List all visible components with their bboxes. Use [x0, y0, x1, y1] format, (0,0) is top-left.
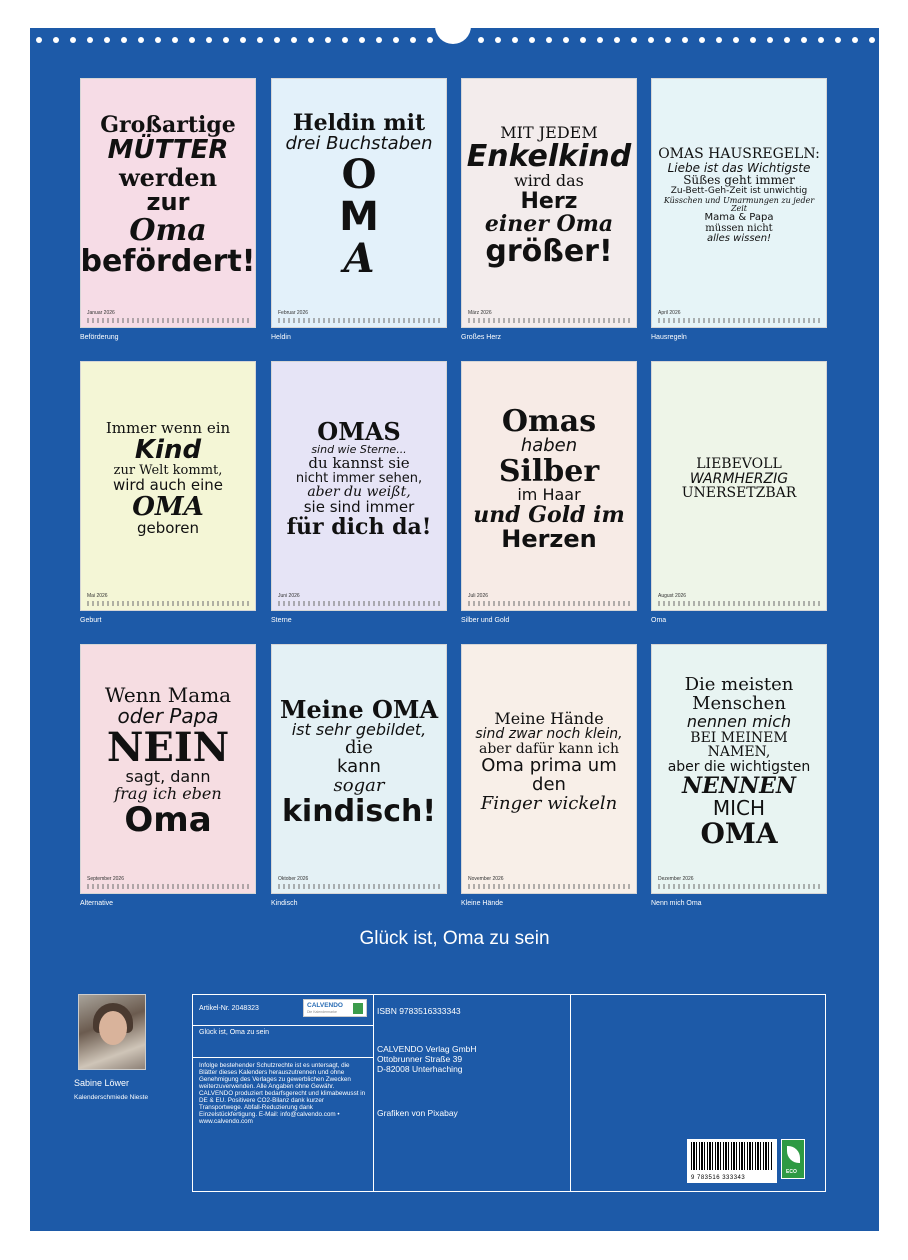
binding-hole	[138, 37, 144, 43]
binding-hole	[546, 37, 552, 43]
artwork-text: nennen mich	[686, 711, 792, 731]
binding-hole	[852, 37, 858, 43]
binding-hole	[614, 37, 620, 43]
artwork-text: haben	[520, 435, 578, 457]
binding-hole	[512, 37, 518, 43]
month-artwork	[468, 651, 630, 873]
publisher-name: CALVENDO Verlag GmbH	[377, 1044, 477, 1054]
binding-hole	[342, 37, 348, 43]
day-grid	[278, 601, 440, 606]
month-calendar-strip	[656, 310, 822, 324]
binding-hole	[291, 37, 297, 43]
binding-hole	[631, 37, 637, 43]
artwork-text: Oma	[124, 799, 212, 840]
month-calendar-strip	[656, 876, 822, 890]
month-caption: Hausregeln	[651, 334, 687, 341]
calvendo-logo	[303, 999, 367, 1017]
artwork-text: oder Papa	[117, 704, 219, 729]
binding-hole	[308, 37, 314, 43]
binding-hole	[597, 37, 603, 43]
artwork-text: aber die wichtigsten	[667, 758, 811, 775]
binding-hole	[682, 37, 688, 43]
artwork-text: Meine OMA	[279, 694, 439, 724]
binding-hole	[410, 37, 416, 43]
binding-hole	[121, 37, 127, 43]
binding-hole	[427, 37, 433, 43]
publisher-city: D-82008 Unterhaching	[377, 1064, 463, 1074]
day-grid	[278, 884, 440, 889]
artwork-text: OMAS HAUSREGELN:	[658, 146, 820, 163]
artwork-text: wird das	[514, 170, 584, 190]
month-artwork	[278, 651, 440, 873]
calendar-title: Glück ist, Oma zu sein	[359, 928, 550, 949]
artwork-text: Silber	[498, 453, 600, 489]
artwork-text: LIEBEVOLL	[696, 455, 782, 472]
month-caption: Heldin	[271, 334, 291, 341]
artwork-text: kann	[337, 755, 381, 777]
month-calendar-strip	[85, 593, 251, 607]
month-label: Juli 2026	[468, 593, 489, 599]
month-label: August 2026	[658, 593, 687, 599]
eco-label: ECO	[786, 1169, 797, 1175]
binding-hole	[648, 37, 654, 43]
day-grid	[87, 601, 249, 606]
month-label: März 2026	[468, 310, 492, 316]
month-artwork	[278, 368, 440, 590]
artwork-text: sogar	[333, 774, 385, 796]
month-thumbnail	[461, 78, 637, 328]
artwork-text: Küsschen und Umarmungen zu jeder Zeit	[663, 195, 815, 213]
artwork-text: BEI MEINEM NAMEN,	[690, 729, 788, 761]
binding-hole	[699, 37, 705, 43]
image-credits: Grafiken von Pixabay	[377, 1108, 458, 1118]
isbn-barcode	[687, 1139, 777, 1183]
binding-hole	[376, 37, 382, 43]
month-calendar-strip	[656, 593, 822, 607]
month-caption: Kindisch	[271, 900, 298, 907]
month-thumbnail	[271, 78, 447, 328]
artwork-text: zur Welt kommt,	[113, 463, 223, 479]
month-thumbnail	[271, 644, 447, 894]
eco-badge	[781, 1139, 805, 1179]
month-label: Dezember 2026	[658, 876, 694, 882]
artwork-text: Herzen	[501, 525, 597, 554]
artwork-text: im Haar	[517, 485, 581, 505]
month-label: Januar 2026	[87, 310, 115, 316]
artwork-text: Großartige	[100, 112, 236, 139]
binding-hole	[529, 37, 535, 43]
month-thumbnail	[461, 644, 637, 894]
month-artwork	[658, 651, 820, 873]
binding-hole	[70, 37, 76, 43]
artwork-text: ist sehr gebildet,	[291, 720, 427, 740]
leaf-icon	[787, 1146, 800, 1163]
artwork-text: M	[339, 193, 379, 240]
month-caption: Nenn mich Oma	[651, 900, 702, 907]
divider	[193, 1025, 373, 1026]
binding-hole	[36, 37, 42, 43]
divider	[373, 995, 374, 1191]
calvendo-logo-sub: Die Kalendermarke	[307, 1010, 337, 1014]
artwork-text: MIT JEDEM	[500, 122, 598, 142]
month-thumbnail	[80, 644, 256, 894]
day-grid	[658, 318, 820, 323]
day-grid	[658, 601, 820, 606]
artwork-text: kindisch!	[281, 793, 437, 829]
artwork-text: OMA	[700, 816, 778, 850]
calendar-hanger	[435, 22, 471, 44]
artwork-text: Kind	[134, 435, 202, 465]
artwork-text: MÜTTER	[107, 135, 229, 166]
artwork-text: du kannst sie	[308, 453, 410, 472]
month-artwork	[80, 85, 256, 307]
artwork-text: sie sind immer	[303, 497, 415, 516]
calendar-back-page	[30, 28, 879, 1231]
artwork-text: NEIN	[106, 724, 230, 772]
artwork-text: wird auch eine	[113, 475, 223, 494]
binding-hole	[325, 37, 331, 43]
binding-hole	[53, 37, 59, 43]
binding-hole	[359, 37, 365, 43]
day-grid	[278, 318, 440, 323]
artwork-text: einer Oma	[484, 210, 614, 237]
month-thumbnail	[461, 361, 637, 611]
artwork-text: Zu-Bett-Geh-Zeit ist unwichtig	[670, 186, 808, 197]
artwork-text: UNERSETZBAR	[681, 485, 797, 502]
author-photo-face	[99, 1011, 127, 1045]
artwork-text: befördert!	[80, 244, 256, 280]
month-thumbnail	[271, 361, 447, 611]
binding-hole	[393, 37, 399, 43]
month-calendar-strip	[466, 876, 632, 890]
binding-hole	[716, 37, 722, 43]
binding-hole	[478, 37, 484, 43]
month-caption: Sterne	[271, 617, 292, 624]
binding-hole	[835, 37, 841, 43]
barcode-bars	[691, 1142, 773, 1170]
barcode-number: 9 783516 333343	[691, 1175, 746, 1181]
artwork-text: sind zwar noch klein,	[475, 726, 623, 743]
artwork-text: Finger wickeln	[480, 792, 618, 814]
artwork-text: müssen nicht	[705, 222, 773, 234]
month-label: November 2026	[468, 876, 504, 882]
binding-hole	[580, 37, 586, 43]
month-label: April 2026	[658, 310, 681, 316]
artwork-text: Süßes geht immer	[683, 173, 795, 188]
month-artwork	[658, 368, 820, 590]
binding-hole	[801, 37, 807, 43]
month-calendar-strip	[276, 310, 442, 324]
month-label: Juni 2026	[278, 593, 300, 599]
month-caption: Kleine Hände	[461, 900, 504, 907]
binding-hole	[155, 37, 161, 43]
month-artwork	[468, 85, 630, 307]
day-grid	[468, 318, 630, 323]
month-artwork	[278, 85, 440, 307]
artwork-text: O	[341, 150, 377, 198]
artwork-text: alles wissen!	[706, 233, 772, 245]
month-thumbnail	[651, 644, 827, 894]
artwork-text: Die meisten Menschen	[684, 673, 794, 714]
artwork-text: Oma prima um den	[481, 754, 617, 795]
binding-hole	[240, 37, 246, 43]
author-name: Sabine Löwer	[74, 1078, 130, 1088]
author-subtitle: Kalenderschmiede Nieste	[74, 1094, 149, 1101]
artwork-text: werden	[118, 162, 218, 192]
divider	[570, 995, 571, 1191]
artwork-text: frag ich eben	[114, 784, 222, 804]
artwork-text: Liebe ist das Wichtigste	[667, 160, 811, 175]
artwork-text: Enkelkind	[466, 139, 632, 175]
calvendo-logo-text: CALVENDO	[307, 1002, 343, 1009]
artwork-text: Herz	[520, 188, 578, 214]
month-caption: Geburt	[80, 617, 102, 624]
article-number: Artikel-Nr. 2048323	[199, 1005, 259, 1012]
month-artwork	[468, 368, 630, 590]
month-caption: Oma	[651, 617, 667, 624]
artwork-text: WARMHERZIG	[689, 470, 789, 487]
artwork-text: MICH	[712, 795, 766, 820]
binding-hole	[189, 37, 195, 43]
artwork-text: NENNEN	[682, 772, 796, 799]
artwork-text: drei Buchstaben	[285, 133, 433, 155]
author-photo	[78, 994, 146, 1070]
publisher-street: Ottobrunner Straße 39	[377, 1054, 463, 1064]
month-label: September 2026	[87, 876, 124, 882]
artwork-text: Oma	[129, 212, 207, 248]
publisher-info-box	[192, 994, 826, 1192]
artwork-text: OMA	[132, 491, 204, 522]
month-calendar-strip	[276, 593, 442, 607]
month-thumbnail	[651, 78, 827, 328]
binding-hole	[750, 37, 756, 43]
binding-hole	[563, 37, 569, 43]
month-caption: Beförderung	[80, 334, 119, 341]
isbn: ISBN 9783516333343	[377, 1006, 461, 1016]
binding-hole	[257, 37, 263, 43]
month-artwork	[658, 85, 820, 307]
artwork-text: A	[343, 234, 375, 282]
artwork-text: nicht immer sehen,	[295, 470, 423, 486]
month-label: Mai 2026	[87, 593, 108, 599]
artwork-text: sagt, dann	[125, 767, 211, 787]
month-thumbnail	[80, 361, 256, 611]
binding-hole	[818, 37, 824, 43]
day-grid	[87, 318, 249, 323]
artwork-text: OMAS	[317, 417, 401, 447]
month-artwork	[87, 651, 249, 873]
month-artwork	[87, 368, 249, 590]
product-title: Glück ist, Oma zu sein	[199, 1029, 270, 1036]
artwork-text: Omas	[501, 403, 597, 439]
artwork-text: Meine Hände	[494, 708, 604, 728]
month-calendar-strip	[276, 876, 442, 890]
binding-hole	[87, 37, 93, 43]
binding-hole	[869, 37, 875, 43]
artwork-text: Mama & Papa	[704, 212, 774, 224]
binding-hole	[206, 37, 212, 43]
artwork-text: größer!	[485, 233, 613, 269]
binding-hole	[223, 37, 229, 43]
binding-hole	[172, 37, 178, 43]
artwork-text: für dich da!	[286, 513, 432, 540]
month-label: Februar 2026	[278, 310, 309, 316]
binding-hole	[767, 37, 773, 43]
artwork-text: Immer wenn ein	[105, 419, 231, 438]
calvendo-logo-mark	[353, 1003, 363, 1014]
legal-notice: Infolge bestehender Schutzrechte ist es untersagt, die Blätter dieses Kalenders herauszutrennen und ohne Genehmigung des Verlages zu gewerblichen Zwecken weiterzuverwenden. Alle Angaben ohne Gewähr. CALVENDO produziert bedarfsgerecht und klimabewusst in DE & EU. Positivere CO2-Bilanz dank kurzer Transportwege. Abfall-Reduzierung dank Einzelstückfertigung. E-Mail: info@calvendo.com • www.calvendo.com	[199, 1062, 366, 1126]
month-calendar-strip	[466, 310, 632, 324]
month-caption: Silber und Gold	[461, 617, 510, 624]
day-grid	[468, 884, 630, 889]
day-grid	[87, 884, 249, 889]
artwork-text: die	[345, 736, 373, 758]
artwork-text: und Gold im	[473, 502, 625, 529]
artwork-text: aber dafür kann ich	[478, 741, 620, 758]
binding-hole	[665, 37, 671, 43]
divider	[193, 1057, 373, 1058]
artwork-text: geboren	[136, 518, 200, 537]
artwork-text: Heldin mit	[292, 110, 426, 136]
artwork-text: Wenn Mama	[104, 683, 232, 708]
month-calendar-strip	[85, 310, 251, 324]
day-grid	[468, 601, 630, 606]
month-calendar-strip	[466, 593, 632, 607]
binding-hole	[495, 37, 501, 43]
month-calendar-strip	[85, 876, 251, 890]
artwork-text: sind wie Sterne...	[311, 443, 407, 457]
month-thumbnail	[651, 361, 827, 611]
artwork-text: aber du weißt,	[307, 484, 411, 501]
binding-hole	[733, 37, 739, 43]
month-label: Oktober 2026	[278, 876, 309, 882]
binding-hole	[784, 37, 790, 43]
month-thumbnail	[80, 78, 256, 328]
binding-hole	[274, 37, 280, 43]
binding-hole	[104, 37, 110, 43]
day-grid	[658, 884, 820, 889]
month-caption: Großes Herz	[461, 334, 502, 341]
month-caption: Alternative	[80, 900, 114, 907]
artwork-text: zur	[146, 187, 190, 216]
